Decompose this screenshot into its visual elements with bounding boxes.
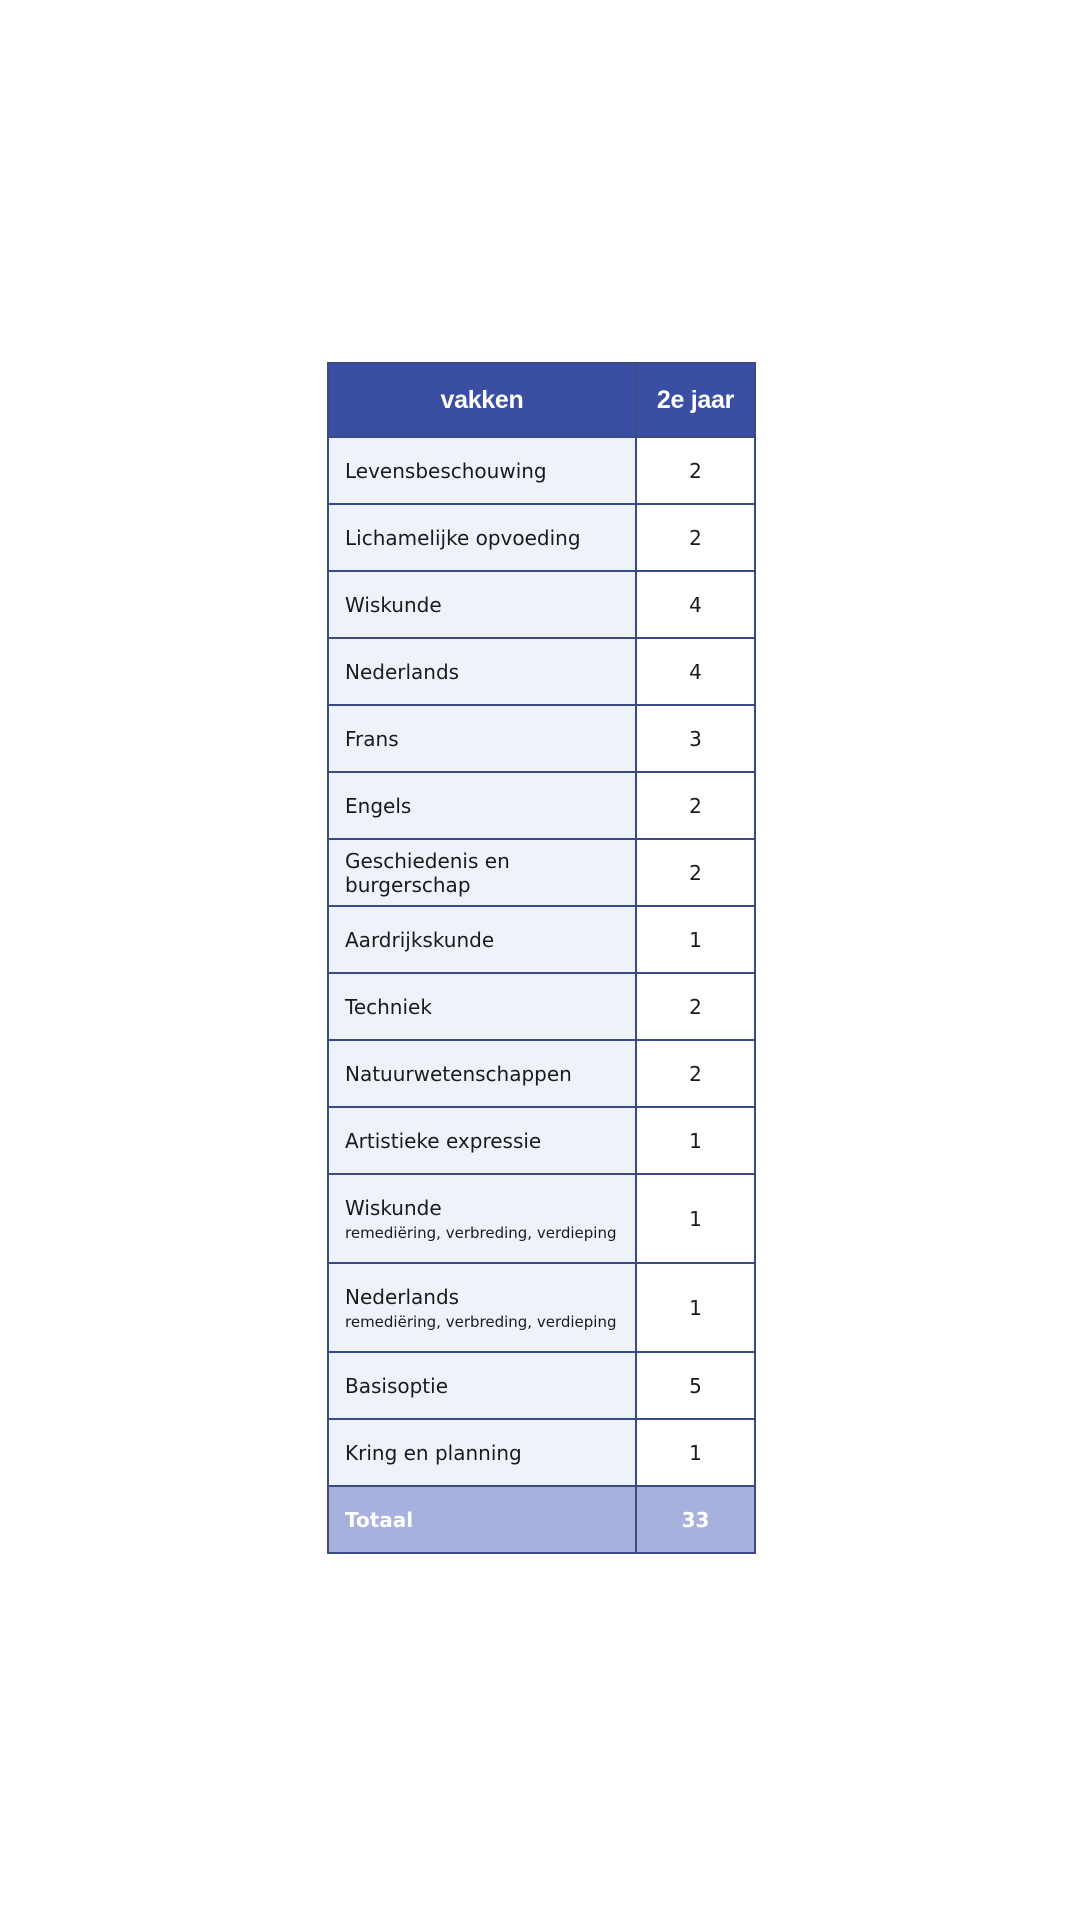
- table-header-row: [328, 363, 755, 437]
- subject-cell: [328, 705, 636, 772]
- hours-cell: 2: [636, 772, 755, 839]
- table-row: [328, 973, 755, 1040]
- table-row: [328, 1263, 755, 1352]
- subject-name: Techniek: [345, 994, 432, 1019]
- subject-name: Engels: [345, 793, 412, 818]
- subject-name: Lichamelijke opvoeding: [345, 525, 581, 550]
- hours-cell: 1: [636, 1107, 755, 1174]
- header-second-year: 2e jaar: [636, 363, 755, 437]
- table-row: [328, 772, 755, 839]
- hours-cell: 3: [636, 705, 755, 772]
- subject-cell: [328, 504, 636, 571]
- subject-cell: [328, 973, 636, 1040]
- total-label: Totaal: [328, 1486, 636, 1553]
- subject-name: Wiskunde: [345, 1195, 442, 1220]
- table-row: [328, 1419, 755, 1486]
- subject-name: Nederlands: [345, 1284, 460, 1309]
- subject-detail: remediëring, verbreding, verdieping: [345, 1223, 617, 1242]
- table-row: [328, 705, 755, 772]
- subject-name: Levensbeschouwing: [345, 458, 547, 483]
- subject-cell: [328, 906, 636, 973]
- hours-cell: 1: [636, 1174, 755, 1263]
- subject-cell: [328, 571, 636, 638]
- table-row: [328, 1352, 755, 1419]
- table-row: [328, 437, 755, 504]
- subject-name: Basisoptie: [345, 1373, 449, 1398]
- subject-name: Aardrijkskunde: [345, 927, 495, 952]
- table-row: [328, 1174, 755, 1263]
- table-row: [328, 1040, 755, 1107]
- table-row: [328, 906, 755, 973]
- subject-detail: remediëring, verbreding, verdieping: [345, 1312, 617, 1331]
- hours-cell: 5: [636, 1352, 755, 1419]
- hours-cell: 4: [636, 571, 755, 638]
- subject-cell: [328, 839, 636, 906]
- subject-name: Natuurwetenschappen: [345, 1061, 572, 1086]
- total-hours: 33: [636, 1486, 755, 1553]
- hours-cell: 4: [636, 638, 755, 705]
- schedule-table: [327, 362, 756, 1554]
- subject-cell: [328, 1040, 636, 1107]
- subject-cell: [328, 437, 636, 504]
- hours-cell: 1: [636, 1263, 755, 1352]
- subject-cell: [328, 1174, 636, 1263]
- hours-cell: 2: [636, 504, 755, 571]
- subject-cell: [328, 1107, 636, 1174]
- hours-cell: 2: [636, 1040, 755, 1107]
- hours-cell: 2: [636, 973, 755, 1040]
- subject-name: Frans: [345, 726, 399, 751]
- subject-name: Artistieke expressie: [345, 1128, 542, 1153]
- hours-cell: 1: [636, 1419, 755, 1486]
- table-row: [328, 571, 755, 638]
- hours-cell: 2: [636, 839, 755, 906]
- subject-name: Kring en planning: [345, 1440, 522, 1465]
- header-subjects: vakken: [328, 363, 636, 437]
- schedule-table-container: [327, 362, 754, 1554]
- total-row: [328, 1486, 755, 1553]
- table-row: [328, 1107, 755, 1174]
- subject-name: Geschiedenis en burgerschap: [345, 848, 510, 897]
- subject-cell: [328, 1352, 636, 1419]
- subject-name: Wiskunde: [345, 592, 442, 617]
- hours-cell: 2: [636, 437, 755, 504]
- table-body: [328, 437, 755, 1486]
- subject-cell: [328, 1263, 636, 1352]
- table-row: [328, 638, 755, 705]
- hours-cell: 1: [636, 906, 755, 973]
- table-row: [328, 504, 755, 571]
- table-row: [328, 839, 755, 906]
- subject-name: Nederlands: [345, 659, 460, 684]
- subject-cell: [328, 772, 636, 839]
- subject-cell: [328, 638, 636, 705]
- subject-cell: [328, 1419, 636, 1486]
